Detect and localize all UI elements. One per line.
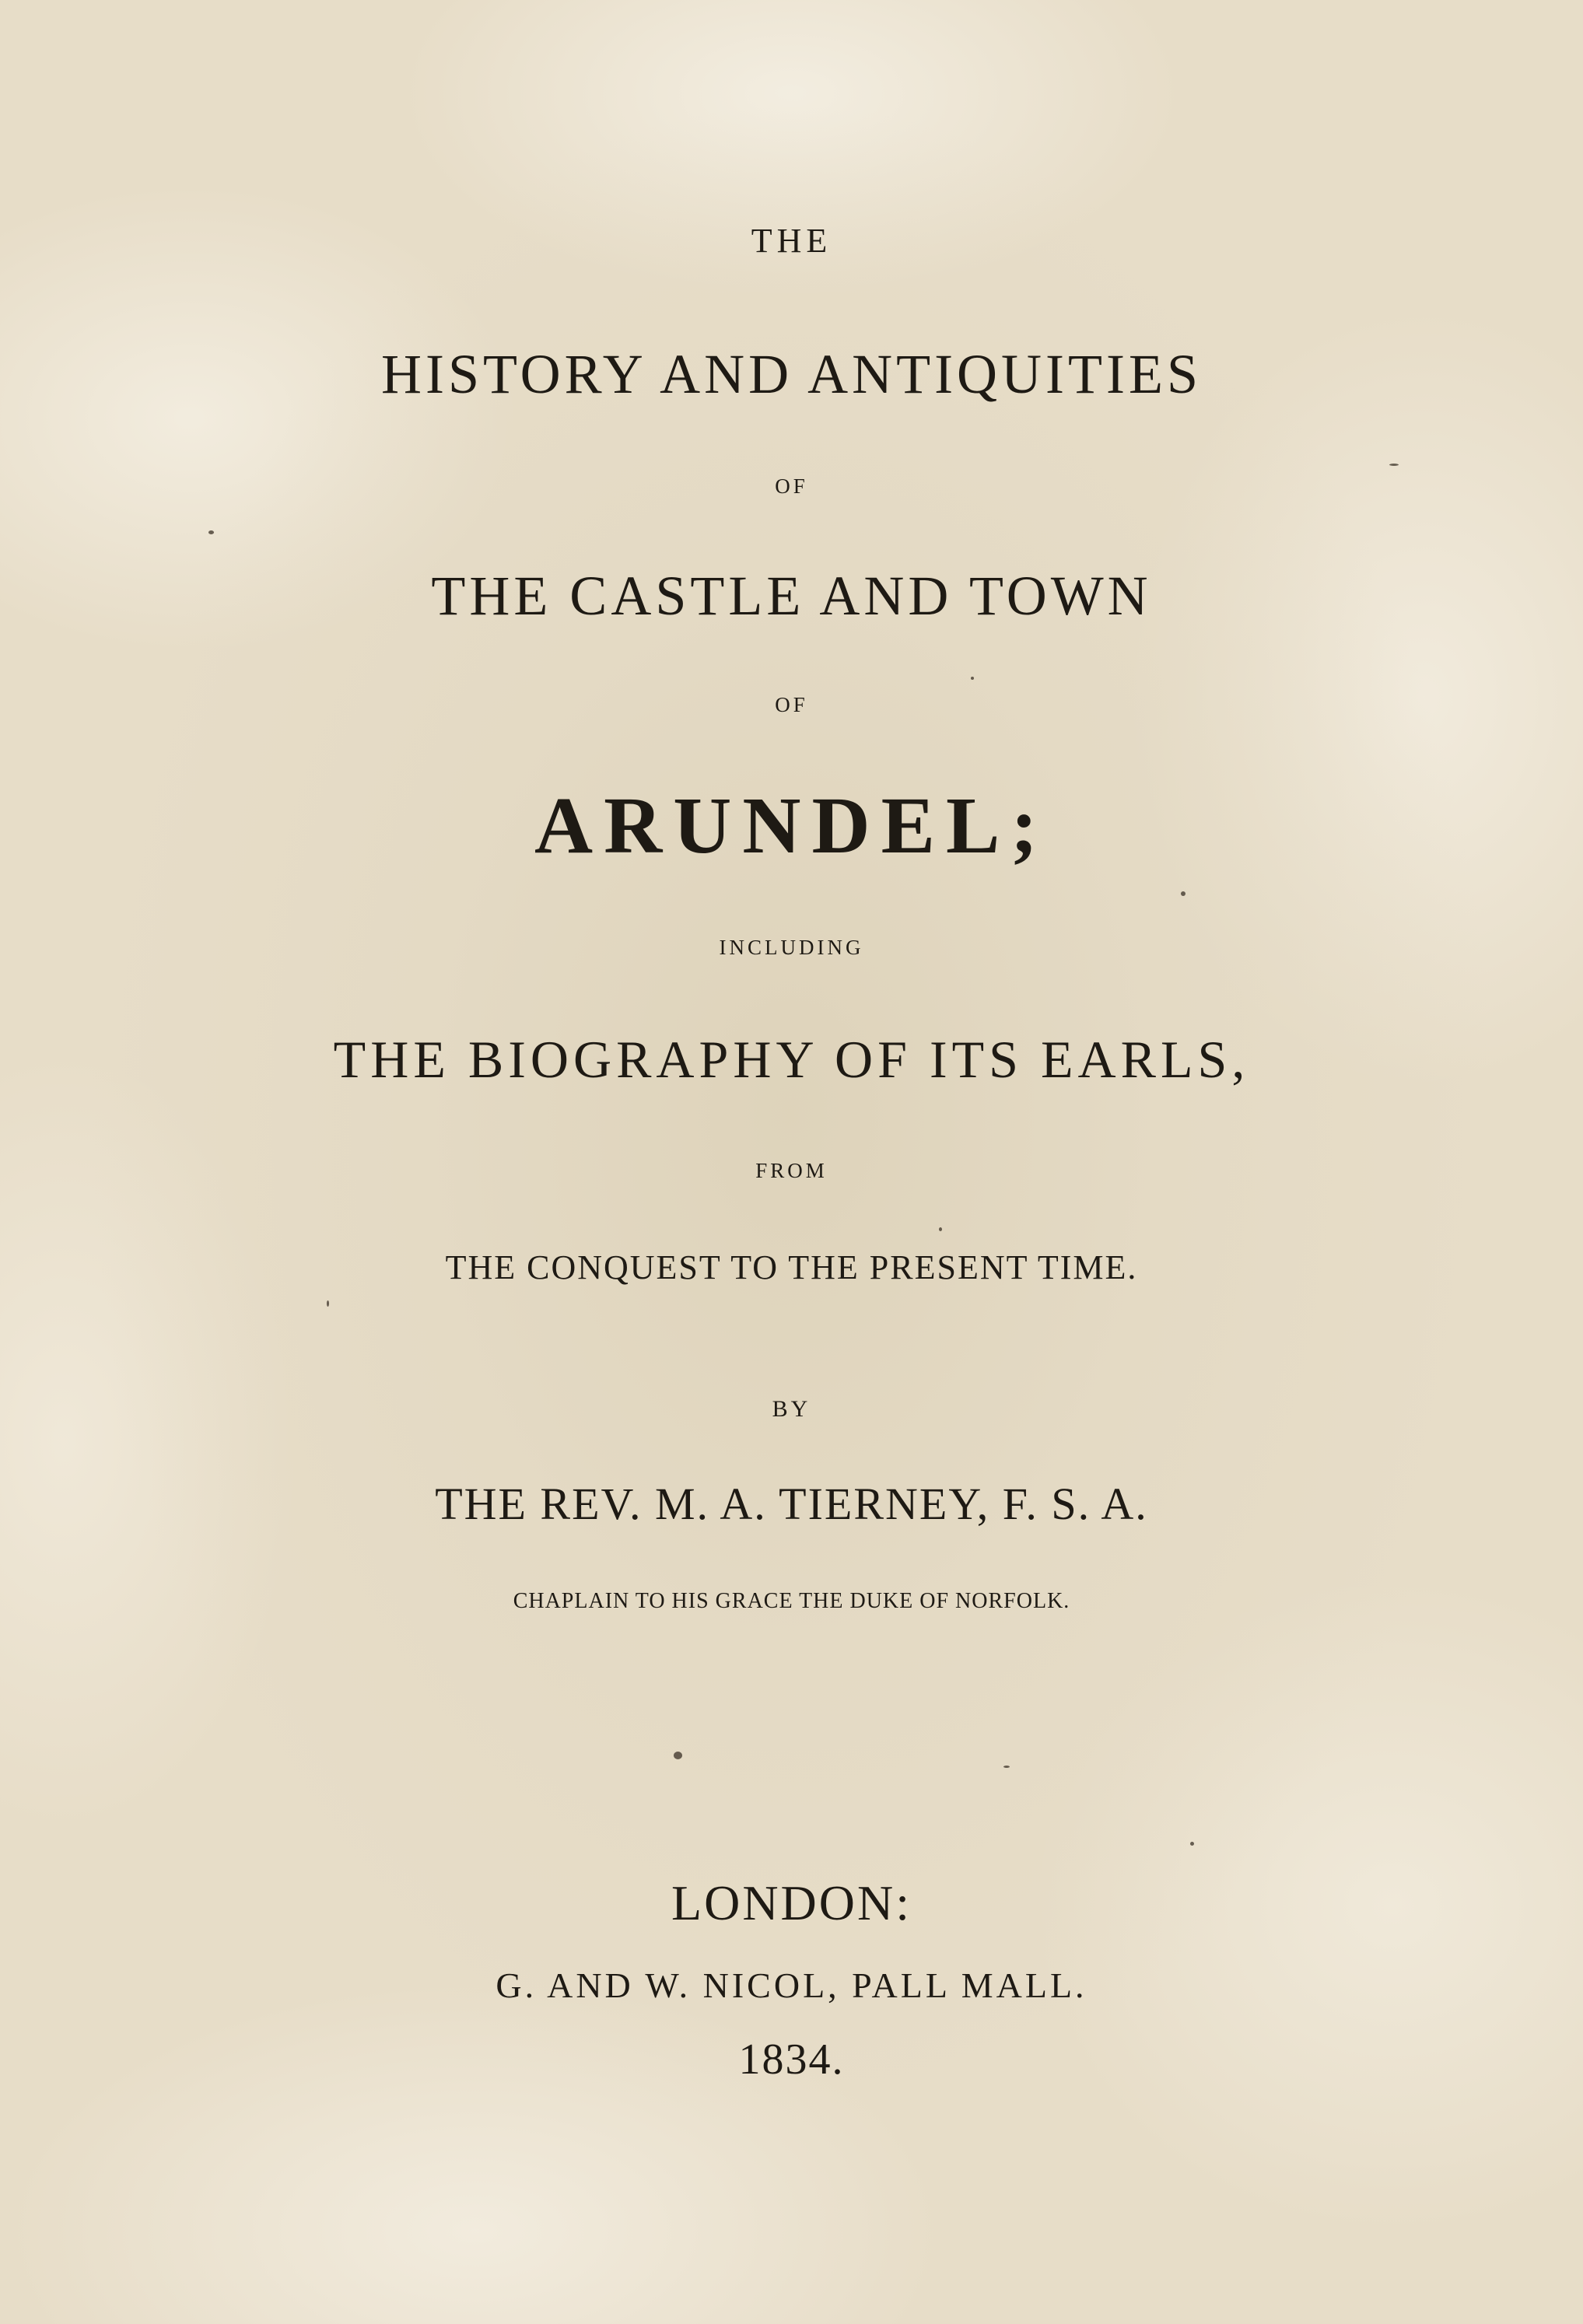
title-history: HISTORY AND ANTIQUITIES — [380, 343, 1202, 405]
title-period: THE CONQUEST TO THE PRESENT TIME. — [445, 1248, 1138, 1286]
title-the: THE — [751, 222, 832, 260]
foxing-speck — [1389, 464, 1399, 466]
title-of-2: OF — [775, 693, 808, 716]
imprint-city: LONDON: — [671, 1875, 912, 1930]
foxing-speck — [971, 677, 974, 680]
title-of-1: OF — [775, 474, 808, 498]
title-place: ARUNDEL; — [534, 781, 1049, 870]
title-from: FROM — [755, 1159, 828, 1182]
foxing-speck — [1181, 891, 1185, 896]
author-name: THE REV. M. A. TIERNEY, F. S. A. — [435, 1479, 1148, 1529]
foxing-speck — [208, 530, 214, 534]
foxing-speck — [1003, 1766, 1010, 1768]
author-role: CHAPLAIN TO HIS GRACE THE DUKE OF NORFOLK. — [513, 1589, 1070, 1613]
foxing-speck — [674, 1752, 682, 1759]
foxing-speck — [327, 1300, 329, 1307]
title-castle-town: THE CASTLE AND TOWN — [431, 565, 1152, 627]
title-biography: THE BIOGRAPHY OF ITS EARLS, — [333, 1030, 1250, 1089]
imprint-publisher: G. AND W. NICOL, PALL MALL. — [496, 1965, 1087, 2005]
byline-by: BY — [772, 1396, 811, 1422]
foxing-speck — [939, 1227, 942, 1231]
imprint-year: 1834. — [738, 2035, 845, 2084]
foxing-speck — [1190, 1842, 1194, 1846]
title-including: INCLUDING — [719, 936, 864, 959]
